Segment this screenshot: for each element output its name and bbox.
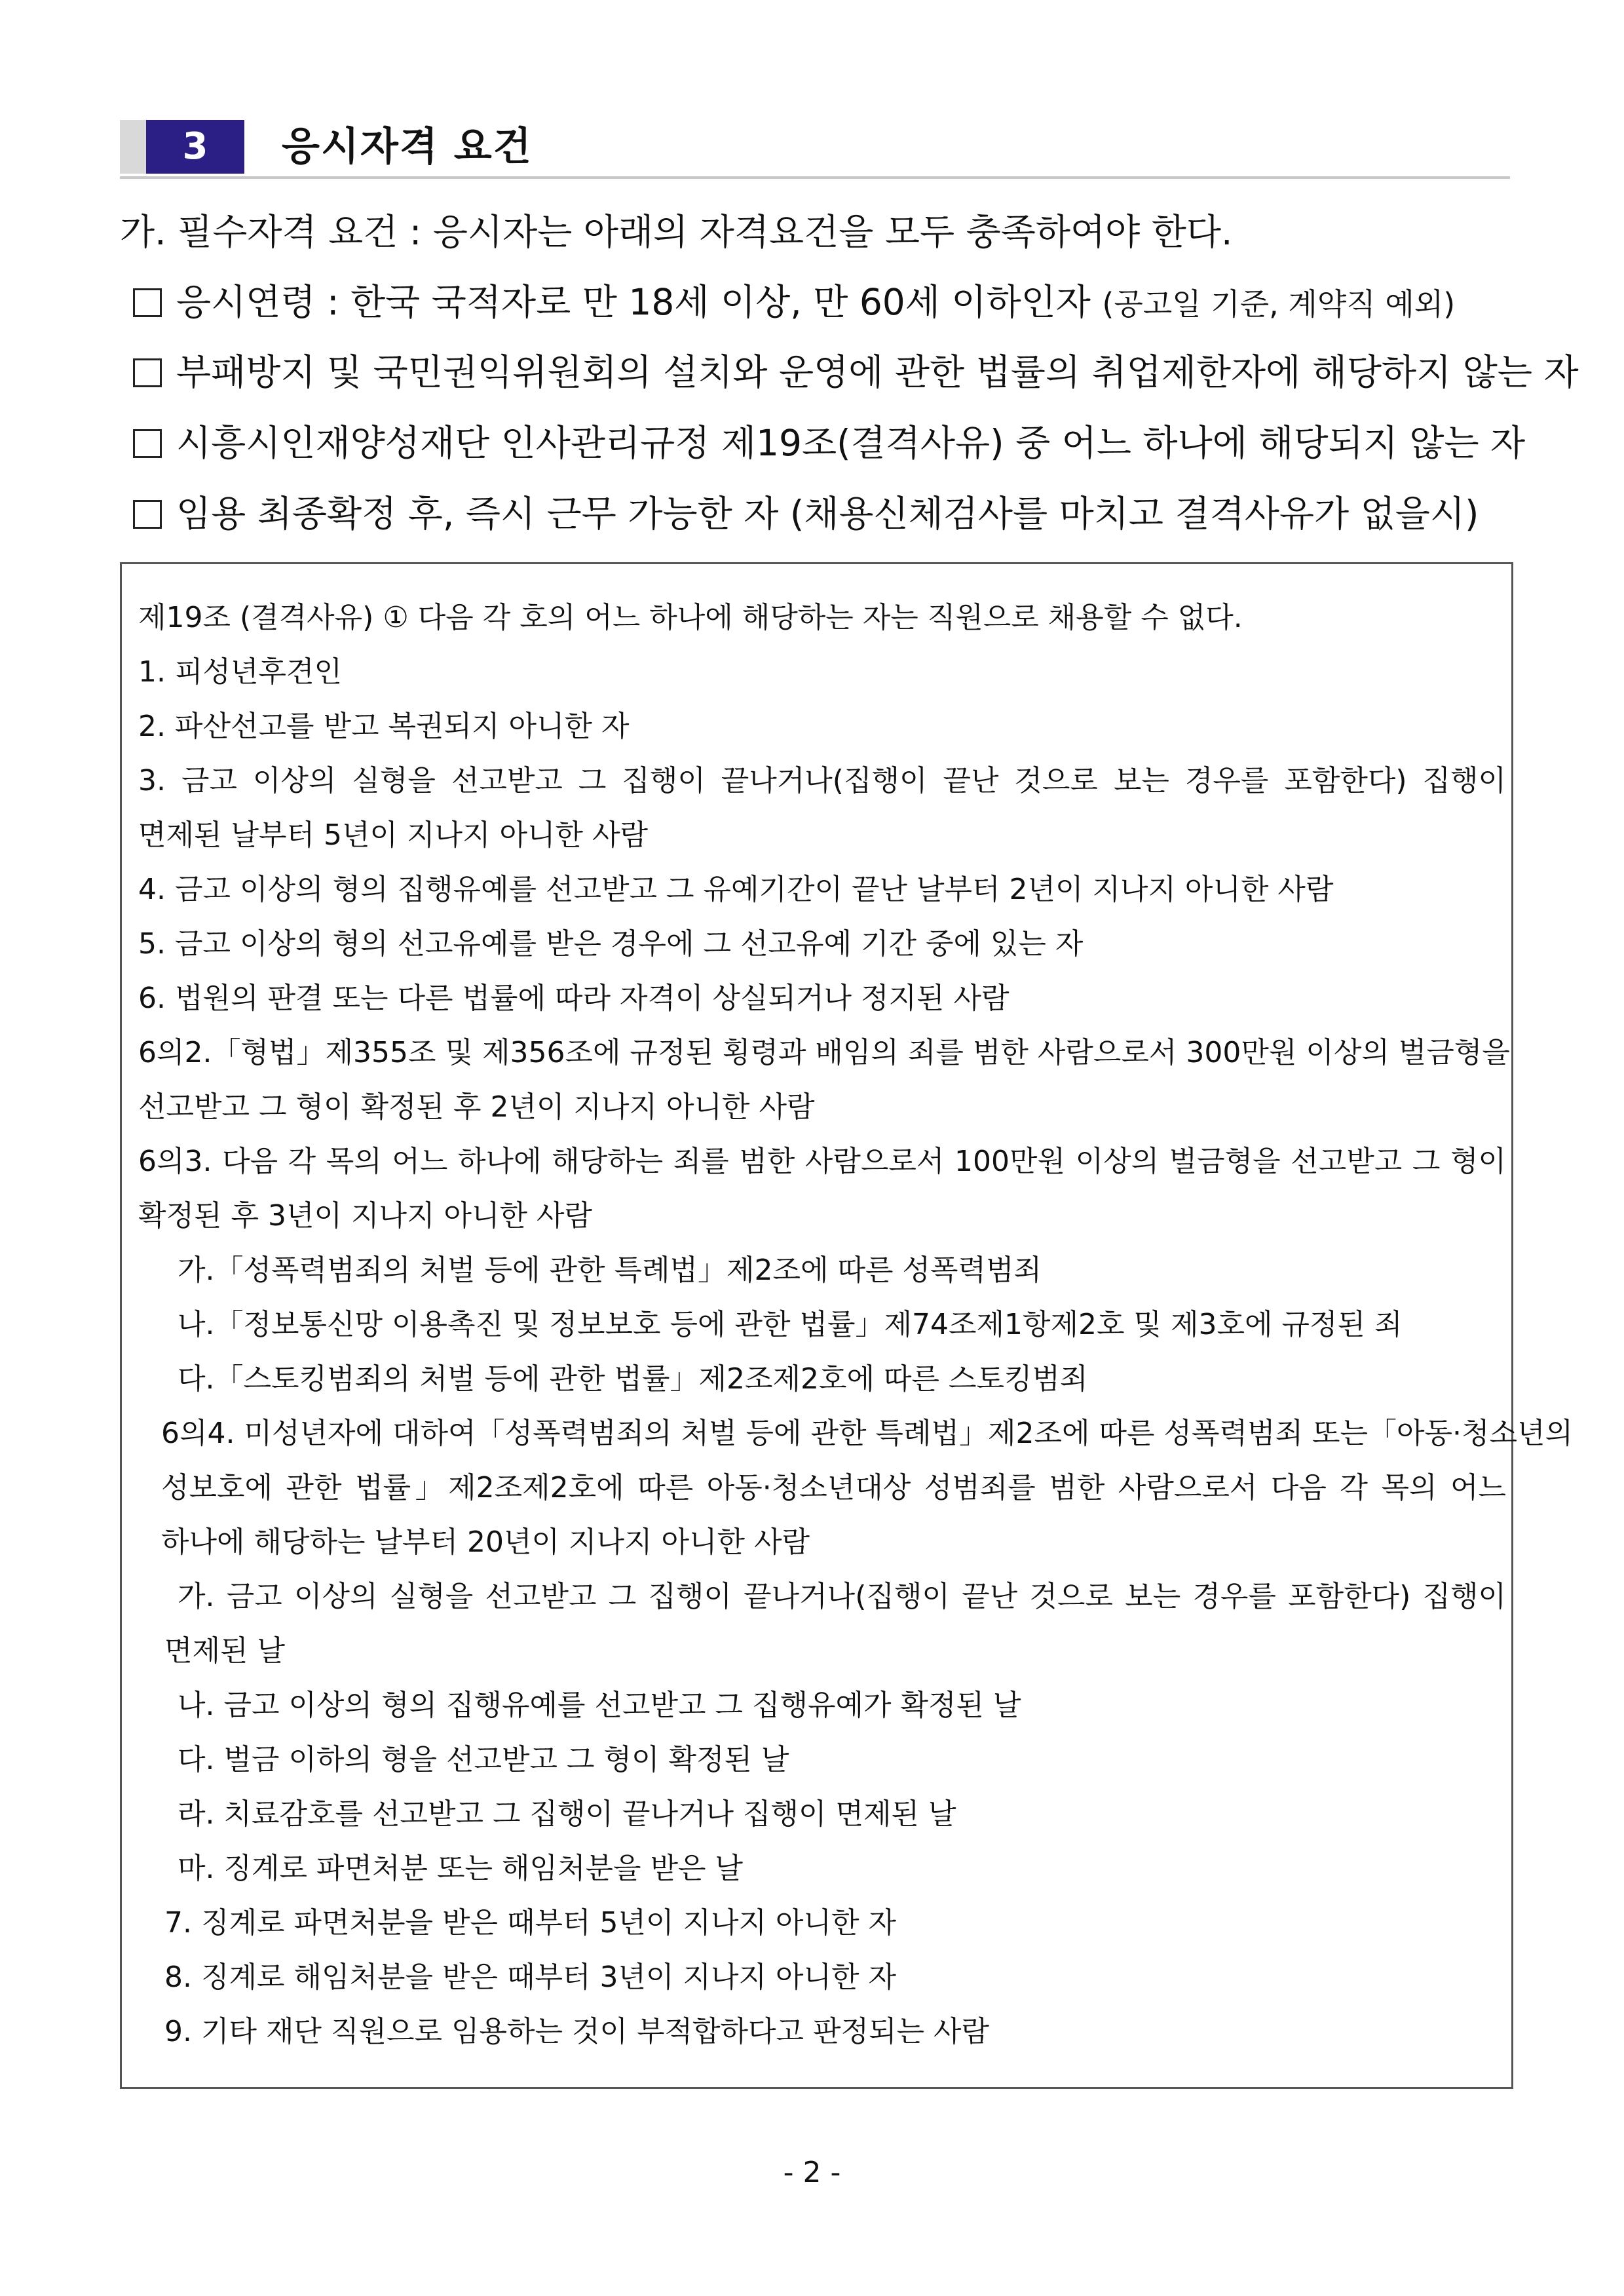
requirement-item <box>133 349 1579 396</box>
checkbox-icon <box>133 429 162 458</box>
requirement-text: 부패방지 및 국민권익위원회의 설치와 운영에 관한 법률의 취업제한자에 해당하지 않는 자 <box>176 351 1579 393</box>
checkbox-icon <box>133 288 162 317</box>
clause-line: 선고받고 그 형이 확정된 후 2년이 지나지 아니한 사람 <box>138 1090 815 1124</box>
requirement-item <box>133 419 1525 467</box>
clause-subitem: 다. 벌금 이하의 형을 선고받고 그 형이 확정된 날 <box>178 1743 789 1776</box>
disqualification-clause-box <box>120 562 1573 2089</box>
clause-line: 확정된 후 3년이 지나지 아니한 사람 <box>138 1199 592 1233</box>
clause-line: 3. 금고 이상의 실형을 선고받고 그 집행이 끝나거나(집행이 끝난 것으로 보는 경우를 포함한다) 집행이 <box>138 764 1506 797</box>
clause-line: 9. 기타 재단 직원으로 임용하는 것이 부적합하다고 판정되는 사람 <box>164 2015 989 2048</box>
clause-line: 1. 피성년후견인 <box>138 655 342 689</box>
requirement-note: (공고일 기준, 계약직 예외) <box>1102 286 1456 322</box>
requirement-text: 응시연령 : 한국 국적자로 만 18세 이상, 만 60세 이하인자 <box>176 281 1091 323</box>
checkbox-icon <box>133 500 162 529</box>
clause-title: 제19조 (결격사유) ① 다음 각 호의 어느 하나에 해당하는 자는 직원으로 채용할 수 없다. <box>138 601 1243 634</box>
clause-line: 면제된 날부터 5년이 지나지 아니한 사람 <box>138 818 648 852</box>
clause-subitem: 라. 치료감호를 선고받고 그 집행이 끝나거나 집행이 면제된 날 <box>178 1797 956 1831</box>
clause-subitem: 나.「정보통신망 이용촉진 및 정보보호 등에 관한 법률」제74조제1항제2호 및 제3호에 규정된 죄 <box>178 1308 1403 1341</box>
section-header-accent <box>120 120 146 174</box>
requirement-item <box>133 490 1479 537</box>
requirement-item <box>133 278 1455 328</box>
clause-line: 4. 금고 이상의 형의 집행유예를 선고받고 그 유예기간이 끝난 날부터 2년이 지나지 아니한 사람 <box>138 873 1334 906</box>
clause-line: 5. 금고 이상의 형의 선고유예를 받은 경우에 그 선고유예 기간 중에 있는 자 <box>138 927 1084 961</box>
checkbox-icon <box>133 358 162 387</box>
clause-subitem: 가. 금고 이상의 실형을 선고받고 그 집행이 끝나거나(집행이 끝난 것으로 보는 경우를 포함한다) 집행이 <box>178 1580 1506 1613</box>
clause-subitem: 나. 금고 이상의 형의 집행유예를 선고받고 그 집행유예가 확정된 날 <box>178 1689 1021 1722</box>
section-number: 3 <box>146 120 244 174</box>
requirement-text: 시흥시인재양성재단 인사관리규정 제19조(결격사유) 중 어느 하나에 해당되지 않는 자 <box>176 422 1526 464</box>
clause-line: 2. 파산선고를 받고 복권되지 아니한 자 <box>138 710 630 743</box>
clause-subitem: 마. 징계로 파면처분 또는 해임처분을 받은 날 <box>178 1852 743 1885</box>
clause-line: 6의3. 다음 각 목의 어느 하나에 해당하는 죄를 범한 사람으로서 100만원 이상의 벌금형을 선고받고 그 형이 <box>138 1145 1506 1178</box>
clause-line: 6의2.「형법」제355조 및 제356조에 규정된 횡령과 배임의 죄를 범한 사람으로서 300만원 이상의 벌금형을 <box>138 1036 1510 1069</box>
clause-subitem: 다.「스토킹범죄의 처벌 등에 관한 법률」제2조제2호에 따른 스토킹범죄 <box>178 1362 1088 1396</box>
clause-line: 8. 징계로 해임처분을 받은 때부터 3년이 지나지 아니한 자 <box>164 1961 896 1994</box>
clause-subitem: 면제된 날 <box>164 1634 286 1668</box>
clause-line: 6. 법원의 판결 또는 다른 법률에 따라 자격이 상실되거나 정지된 사람 <box>138 982 1010 1015</box>
requirement-text: 임용 최종확정 후, 즉시 근무 가능한 자 (채용신체검사를 마치고 결격사유가 없을시) <box>176 493 1479 535</box>
page-number: - 2 - <box>783 2156 841 2189</box>
clause-line: 6의4. 미성년자에 대하여「성폭력범죄의 처벌 등에 관한 특례법」제2조에 따른 성폭력범죄 또는「아동·청소년의 <box>161 1417 1573 1450</box>
requirements-heading: 가. 필수자격 요건 : 응시자는 아래의 자격요건을 모두 충족하여야 한다. <box>120 211 1233 253</box>
clause-line: 하나에 해당하는 날부터 20년이 지나지 아니한 사람 <box>161 1525 810 1559</box>
section-title: 응시자격 요건 <box>282 124 533 170</box>
clause-line: 성보호에 관한 법률」제2조제2호에 따른 아동·청소년대상 성범죄를 범한 사람으로서 다음 각 목의 어느 <box>161 1471 1506 1504</box>
clause-subitem: 가.「성폭력범죄의 처벌 등에 관한 특례법」제2조에 따른 성폭력범죄 <box>178 1253 1042 1287</box>
clause-line: 7. 징계로 파면처분을 받은 때부터 5년이 지나지 아니한 자 <box>164 1906 896 1940</box>
section-divider <box>120 176 1510 179</box>
